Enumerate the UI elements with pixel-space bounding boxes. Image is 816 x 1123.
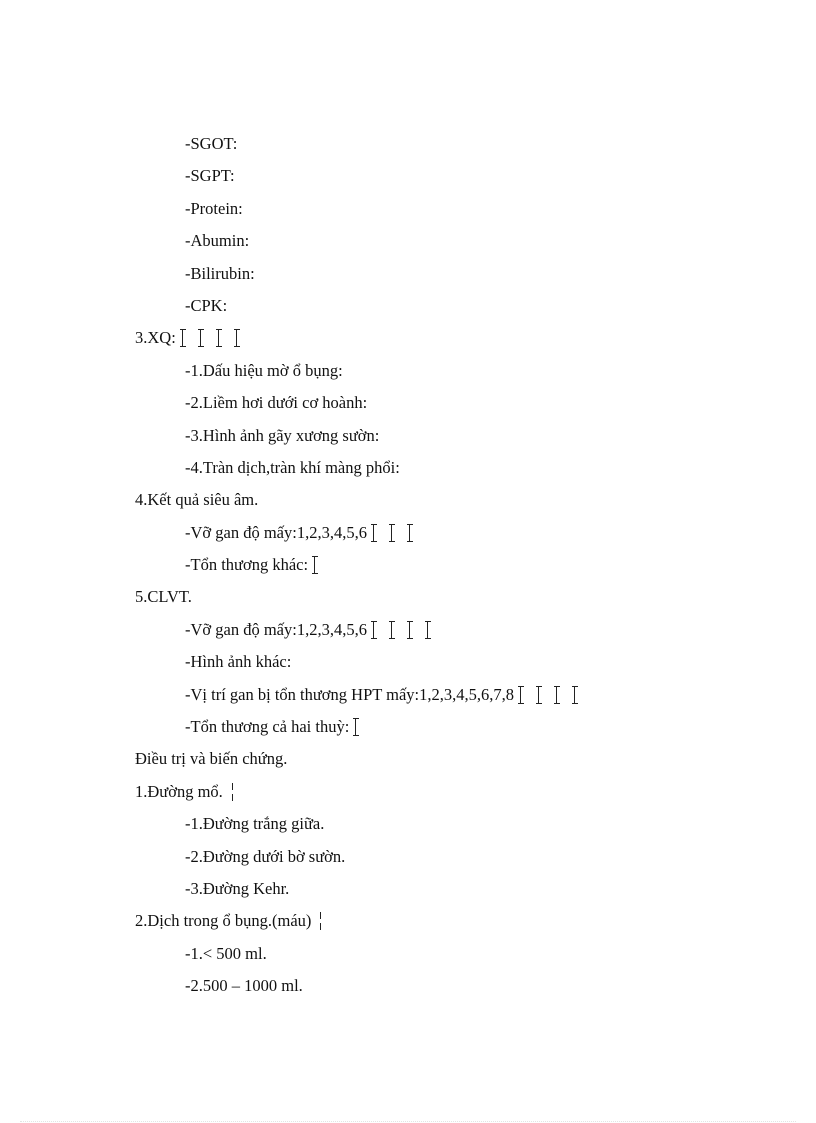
form-line-text: -1.Dấu hiệu mờ ổ bụng: (185, 360, 343, 380)
form-line-text: -Vị trí gan bị tổn thương HPT mấy:1,2,3,4,5,6,7,8 (185, 684, 515, 704)
answer-checkbox[interactable] (373, 524, 379, 542)
form-line-text: -1.Đường trắng giữa. (185, 814, 325, 834)
answer-checkbox[interactable] (520, 686, 526, 704)
form-line-text: -Hình ảnh khác: (185, 652, 292, 672)
form-line-text: 5.CLVT. (135, 587, 192, 607)
form-line-text: -2.Đường dưới bờ sườn. (185, 846, 346, 866)
answer-checkbox[interactable] (355, 718, 361, 736)
answer-checkbox[interactable] (218, 329, 224, 347)
answer-checkbox[interactable] (314, 556, 320, 574)
form-line (0, 128, 816, 160)
form-line (0, 452, 816, 484)
answer-checkbox[interactable] (236, 329, 242, 347)
form-line (0, 517, 816, 549)
form-line-text: -Abumin: (185, 231, 250, 251)
form-line-text: -4.Tràn dịch,tràn khí màng phổi: (185, 457, 400, 477)
form-line-text: -3.Hình ảnh gãy xương sườn: (185, 425, 380, 445)
form-line-text: -3.Đường Kehr. (185, 878, 290, 898)
form-line (0, 841, 816, 873)
form-line (0, 193, 816, 225)
answer-checkbox[interactable] (574, 686, 580, 704)
form-line (0, 322, 816, 354)
form-line-text: Điều trị và biến chứng. (135, 749, 288, 769)
form-line-text: 4.Kết quả siêu âm. (135, 490, 259, 510)
form-line-text: -2.Liềm hơi dưới cơ hoành: (185, 393, 368, 413)
form-line (0, 258, 816, 290)
form-line (0, 808, 816, 840)
answer-checkbox[interactable] (538, 686, 544, 704)
form-line-text: -Tổn thương cả hai thuỳ: (185, 717, 350, 737)
form-line-text: -Vỡ gan độ mấy:1,2,3,4,5,6 (185, 522, 367, 542)
form-line (0, 290, 816, 322)
form-line-text: -Tổn thương khác: (185, 555, 309, 575)
answer-checkbox[interactable] (231, 783, 235, 801)
form-line (0, 387, 816, 419)
form-line (0, 160, 816, 192)
form-line (0, 970, 816, 1002)
form-line (0, 614, 816, 646)
footer-divider (20, 1121, 796, 1122)
form-line (0, 938, 816, 970)
form-line-text: 2.Dịch trong ổ bụng.(máu) (135, 911, 312, 931)
answer-checkbox[interactable] (409, 621, 415, 639)
form-line-text: -1.< 500 ml. (185, 943, 267, 963)
form-line (0, 581, 816, 613)
form-line (0, 743, 816, 775)
form-line (0, 484, 816, 516)
form-line (0, 549, 816, 581)
answer-checkbox[interactable] (319, 912, 323, 930)
form-line-text: -CPK: (185, 295, 228, 315)
form-line-text: -Bilirubin: (185, 263, 255, 283)
answer-checkbox[interactable] (427, 621, 433, 639)
form-line (0, 905, 816, 937)
form-line (0, 225, 816, 257)
form-line-text: 3.XQ: (135, 328, 176, 348)
answer-checkbox[interactable] (182, 329, 188, 347)
form-line-text: -SGPT: (185, 166, 235, 186)
form-line (0, 711, 816, 743)
answer-checkbox[interactable] (391, 524, 397, 542)
answer-checkbox[interactable] (556, 686, 562, 704)
form-line (0, 355, 816, 387)
form-line-text: -Protein: (185, 198, 243, 218)
form-line-text: -SGOT: (185, 134, 238, 153)
form-line (0, 679, 816, 711)
answer-checkbox[interactable] (373, 621, 379, 639)
answer-checkbox[interactable] (391, 621, 397, 639)
form-line (0, 646, 816, 678)
form-content (0, 128, 816, 1003)
answer-checkbox[interactable] (200, 329, 206, 347)
form-line-text: -Vỡ gan độ mấy:1,2,3,4,5,6 (185, 619, 367, 639)
answer-checkbox[interactable] (409, 524, 415, 542)
form-line-text: -2.500 – 1000 ml. (185, 976, 303, 996)
form-line (0, 873, 816, 905)
form-line (0, 776, 816, 808)
form-line-text: 1.Đường mổ. (135, 781, 223, 801)
form-line (0, 420, 816, 452)
